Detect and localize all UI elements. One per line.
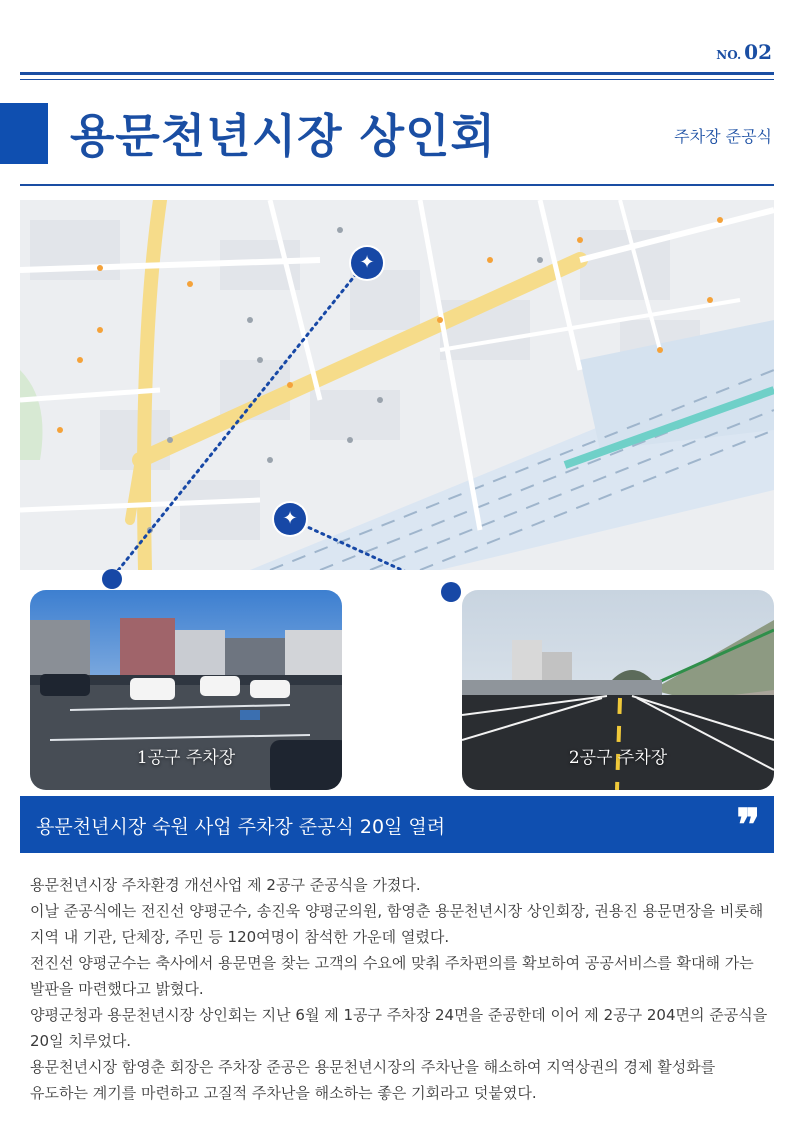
map-pin-2 bbox=[274, 503, 306, 535]
paragraph: 용문천년시장 주차환경 개선사업 제 2공구 준공식을 가졌다. bbox=[30, 876, 421, 894]
issue-value: 02 bbox=[744, 40, 772, 64]
sparkle-icon: ✦ bbox=[359, 252, 375, 273]
header-divider bbox=[20, 184, 774, 186]
parking-lot-1-photo bbox=[30, 590, 342, 790]
page-subtitle: 주차장 준공식 bbox=[674, 127, 772, 146]
paragraph: 이날 준공식에는 전진선 양평군수, 송진욱 양평군의원, 함영춘 용문천년시장 상인회장, 권용진 용문면장을 비롯해 지역 내 기관, 단체장, 주민 등 120여명이 참석한 가운데 열렸다. bbox=[30, 902, 764, 946]
top-rule bbox=[20, 72, 774, 75]
paragraph: 용문천년시장 함영춘 회장은 주차장 준공은 용문천년시장의 주차난을 해소하여 지역상권의 경제 활성화를 유도하는 계기를 마련하고 고질적 주차난을 해소하는 좋은 기회라고 덧붙였다. bbox=[30, 1058, 716, 1102]
parking-lot-2-photo bbox=[462, 590, 774, 790]
title-accent-block bbox=[0, 103, 48, 164]
paragraph: 전진선 양평군수는 축사에서 용문면을 찾는 고객의 수요에 맞춰 주차편의를 확보하여 공공서비스를 확대해 가는 발판을 마련했다고 밝혔다. bbox=[30, 954, 754, 998]
map-drawing bbox=[20, 200, 774, 570]
location-map bbox=[20, 200, 774, 570]
article-headline: 용문천년시장 숙원 사업 주차장 준공식 20일 열려 bbox=[36, 816, 446, 838]
photo-2-caption: 2공구 주차장 bbox=[568, 748, 668, 768]
article-body bbox=[30, 872, 774, 1106]
sparkle-icon: ✦ bbox=[282, 508, 298, 529]
issue-prefix: NO. bbox=[716, 48, 742, 62]
paragraph: 양평군청과 용문천년시장 상인회는 지난 6월 제 1공구 주차장 24면을 준공한데 이어 제 2공구 204면의 준공식을 20일 치루었다. bbox=[30, 1006, 768, 1050]
map-pin-1 bbox=[351, 247, 383, 279]
headline-bar bbox=[20, 796, 774, 853]
connector-dot-1 bbox=[102, 569, 122, 589]
issue-number bbox=[716, 40, 772, 64]
photo-1-caption: 1공구 주차장 bbox=[136, 748, 236, 768]
connector-dot-2 bbox=[441, 582, 461, 602]
top-rule-thin bbox=[20, 79, 774, 80]
quote-icon: ❞ bbox=[736, 800, 760, 851]
page-title: 용문천년시장 상인회 bbox=[70, 109, 496, 163]
